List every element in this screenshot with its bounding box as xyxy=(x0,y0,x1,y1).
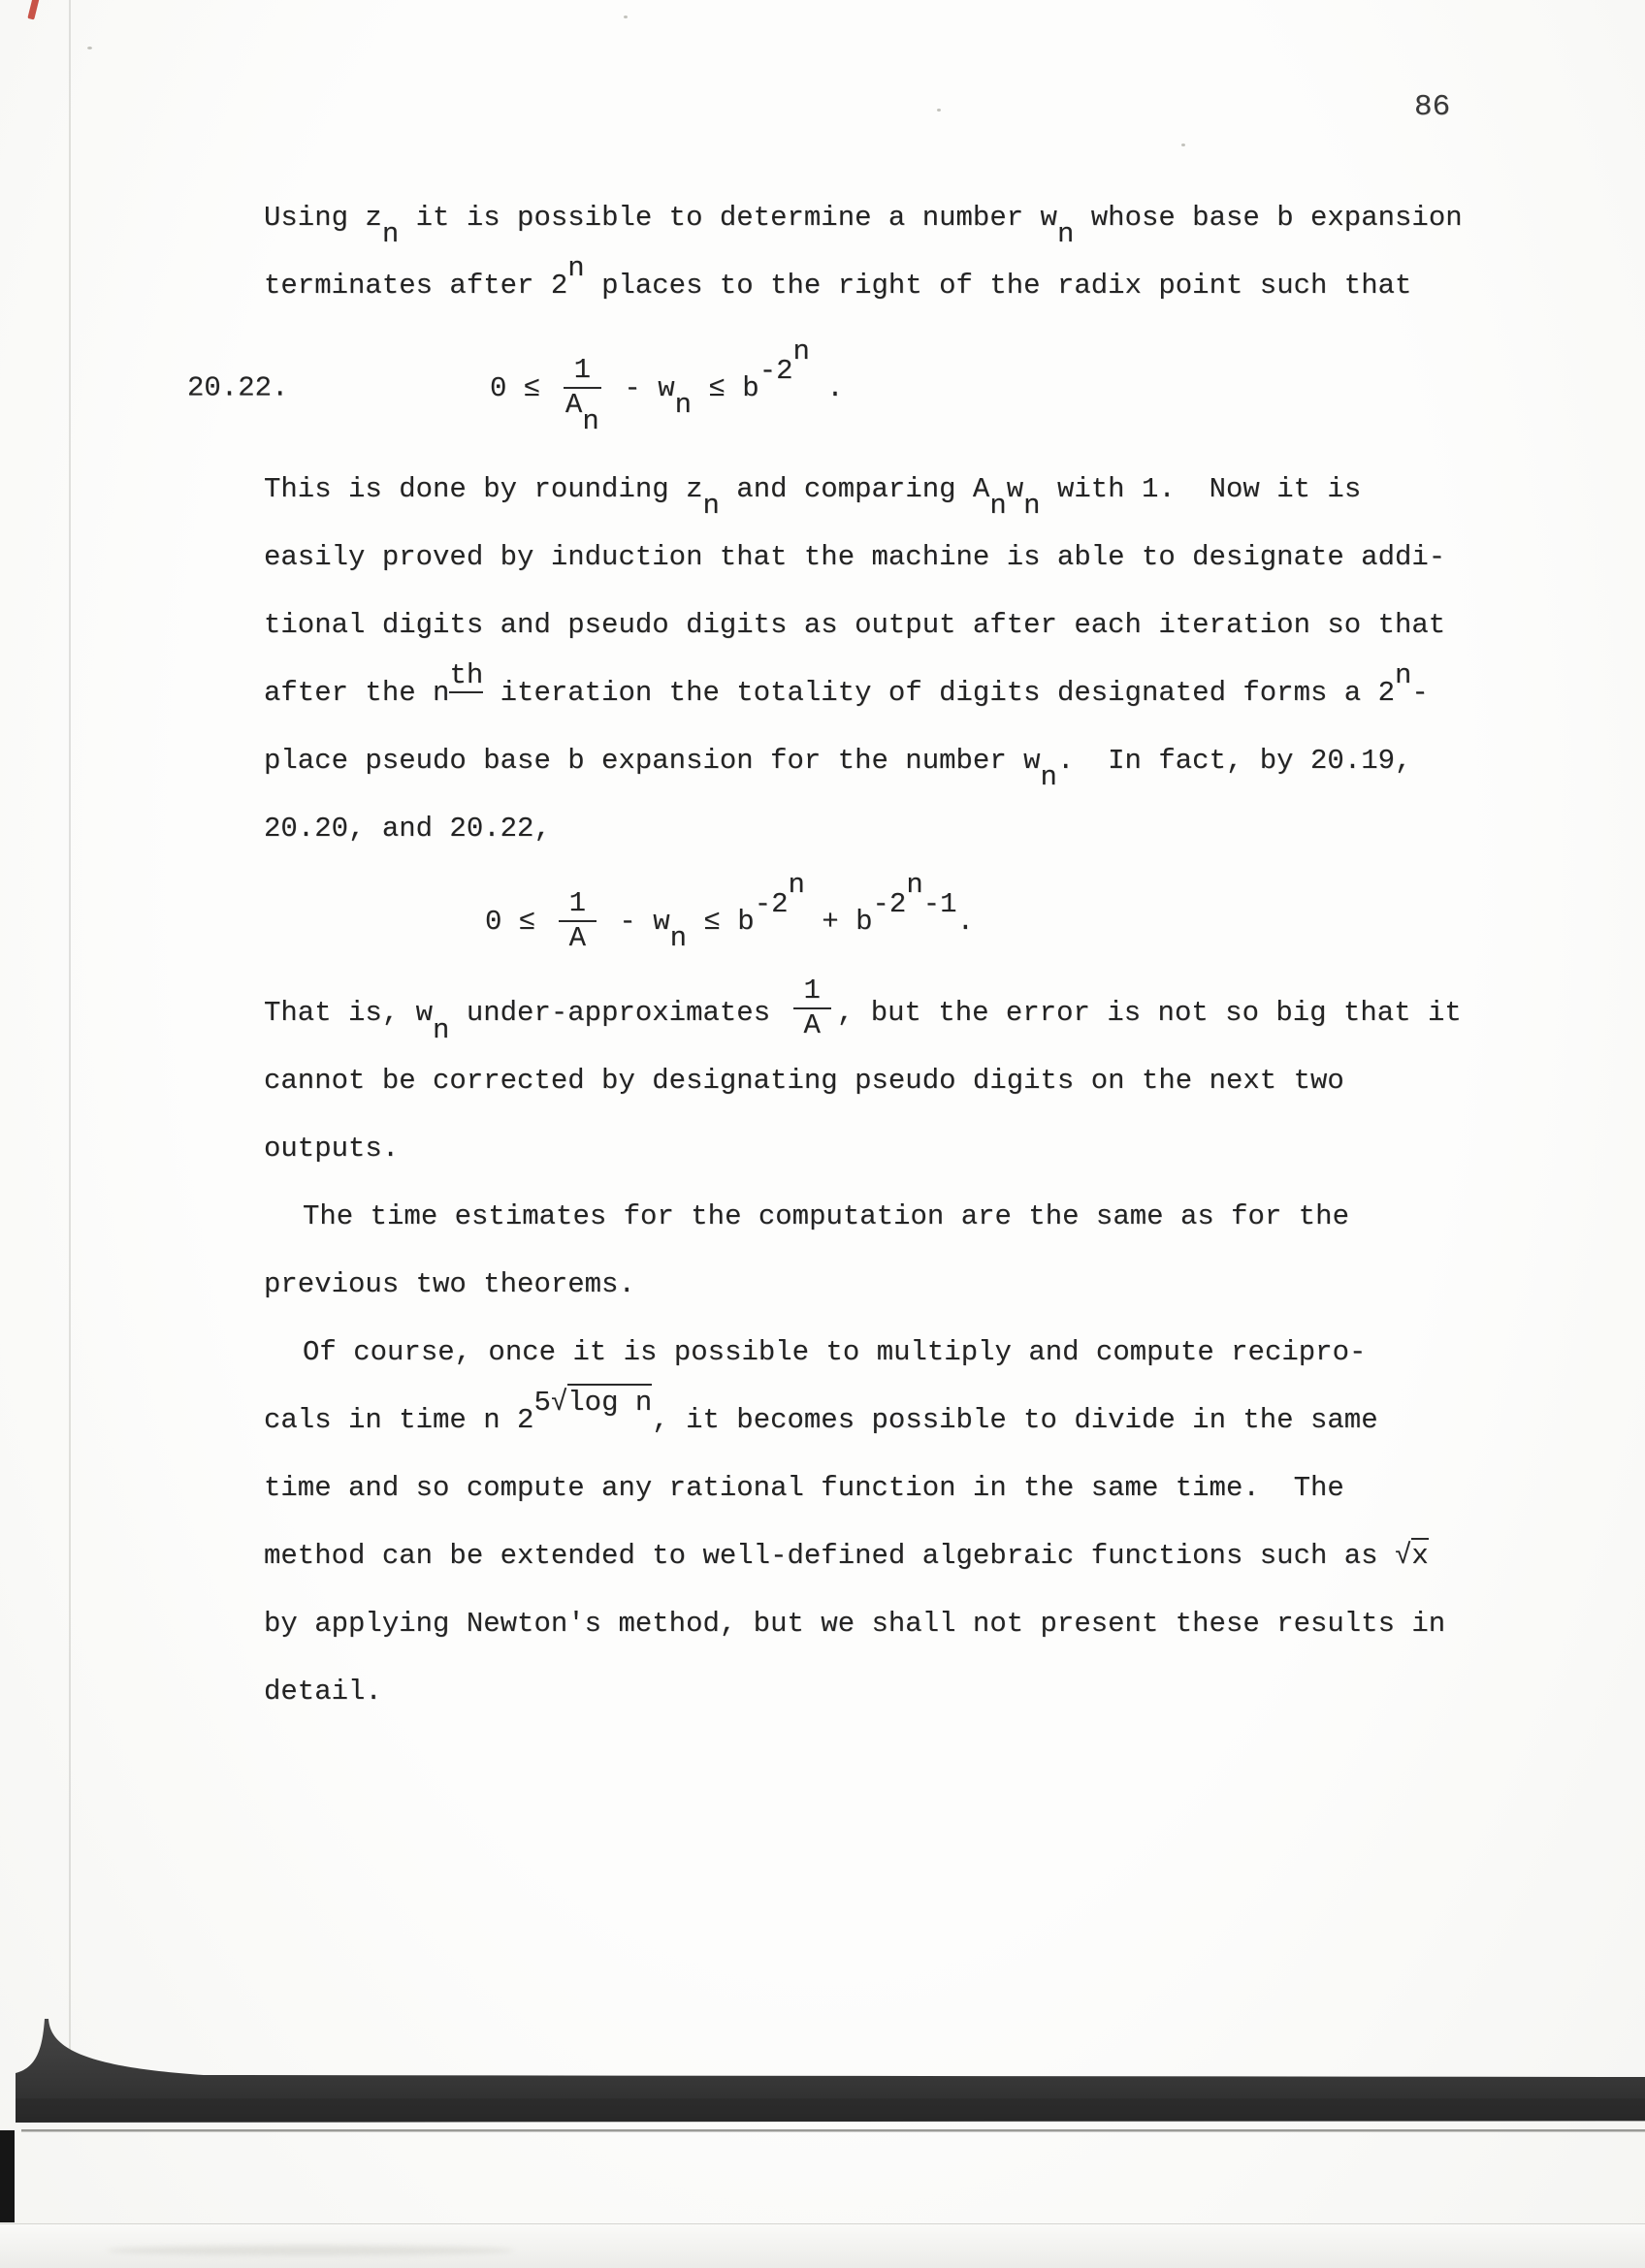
text-line: Of course, once it is possible to multiply and compute recipro- xyxy=(303,1336,1367,1368)
text-line: cals in time n 25√log n, it becomes possible to divide in the same xyxy=(264,1387,1463,1454)
text-line: This is done by rounding zn and comparing Anwn with 1. Now it is xyxy=(264,473,1362,523)
scan-shadow-band xyxy=(0,2017,1645,2143)
text-line: place pseudo base b expansion for the number wn. In fact, by 20.19, xyxy=(264,745,1412,794)
equation-body: 0 ≤ $\frac{1}{An}$ - w n ≤ b -2 n . xyxy=(490,335,844,438)
scan-speck xyxy=(1181,144,1185,146)
display-equation xyxy=(264,863,1463,979)
display-equation xyxy=(187,320,1463,456)
text-line: by applying Newton's method, but we shall not present these results in xyxy=(264,1608,1446,1640)
text-line: method can be extended to well-defined algebraic functions such as √x xyxy=(264,1540,1429,1572)
text-line: Using zn it is possible to determine a number wn whose base b expansion xyxy=(264,202,1463,251)
text-line: outputs. xyxy=(264,1133,400,1165)
text-line: 20.20, and 20.22, xyxy=(264,813,551,845)
text-line: terminates after 2n places to the right of the radix point such that xyxy=(264,252,1412,302)
text-line: tional digits and pseudo digits as output after each iteration so that xyxy=(264,609,1446,641)
page-edge-shadow-line xyxy=(69,0,71,2075)
page-number: 86 xyxy=(1414,90,1451,124)
page-body xyxy=(187,184,1463,1726)
scan-smudge xyxy=(107,2246,514,2255)
equation-body: 0 ≤ $\frac{1}{A}$ - w n ≤ b -2 n + b -2 n -1 . xyxy=(485,868,974,954)
text-line: previous two theorems. xyxy=(264,1268,635,1300)
text-line: detail. xyxy=(264,1676,382,1708)
text-line: after the nth iteration the totality of digits designated forms a 2n- xyxy=(264,659,1429,709)
text-line: time and so compute any rational function in the same time. The xyxy=(264,1472,1344,1504)
fraction: $\frac{1}{A}$ xyxy=(559,888,597,955)
scan-speck xyxy=(87,47,92,49)
red-pen-mark xyxy=(27,0,39,20)
fraction: $\frac{1}{An}$ xyxy=(564,355,601,422)
scan-speck xyxy=(624,16,628,18)
equation-number: 20.22. xyxy=(187,371,289,404)
text-line: That is, wn under-approximates $\frac{1}{A}$ , but the error is not so big that it xyxy=(264,974,1462,1046)
text-line: The time estimates for the computation are the same as for the xyxy=(303,1200,1349,1232)
scan-edge-bar xyxy=(0,2130,15,2222)
text-line: easily proved by induction that the machine is able to designate addi- xyxy=(264,541,1446,573)
scan-speck xyxy=(937,109,941,112)
fraction: $\frac{1}{A}$ xyxy=(793,975,831,1042)
text-line: cannot be corrected by designating pseudo digits on the next two xyxy=(264,1065,1344,1097)
